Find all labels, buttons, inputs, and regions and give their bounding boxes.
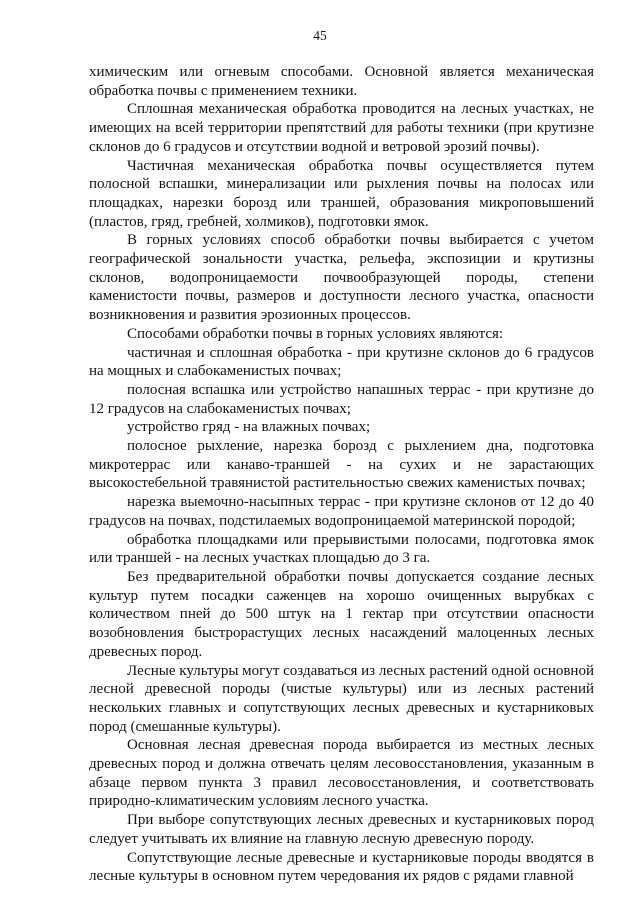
paragraph: Сопутствующие лесные древесные и кустарниковые породы вводятся в лесные культуры в основном путем чередования их рядов с рядами главной [89,849,594,885]
paragraph: Способами обработки почвы в горных условиях являются: [127,325,504,342]
paragraph: обработка площадками или прерывистыми полосами, подготовка ямок или траншей - на лесных участках площадью до 3 га. [89,531,594,567]
paragraph: Частичная механическая обработка почвы осуществляется путем полосной вспашки, минерализации или рыхления почвы на полосах или площадках, нарезки борозд или траншей, образования микроповышений (пластов, гряд, гребней, холмиков), подготовки ямок. [89,157,594,230]
paragraph: устройство гряд - на влажных почвах; [127,419,371,436]
paragraph: нарезка выемочно-насыпных террас - при крутизне склонов от 12 до 40 градусов на почвах, подстилаемых водопроницаемой материнской породой; [89,494,594,529]
paragraph: В горных условиях способ обработки почвы выбирается с учетом географической зональности участка, рельефа, экспозиции и крутизны склонов, водопроницаемости почвообразующей породы, степени каменистости почвы, размеров и доступности лесного участка, опасности возникновения и развития эрозионных процессов. [89,232,594,324]
paragraph: полосная вспашка или устройство напашных террас - при крутизне до 12 градусов на слабокаменистых почвах; [89,381,594,417]
paragraph: Без предварительной обработки почвы допускается создание лесных культур путем посадки саженцев на хорошо очищенных вырубках с количеством пней до 500 штук на 1 гектар при отсутствии опасности возобновления быстрорастущих лесных насаждений малоценных лесных древесных пород. [89,568,594,660]
paragraph: частичная и сплошная обработка - при крутизне склонов до 6 градусов на мощных и слабокаменистых почвах; [89,344,594,380]
body-text [89,63,594,886]
page-number: 45 [313,28,327,43]
paragraph: При выборе сопутствующих лесных древесных и кустарниковых пород следует учитывать их влияние на главную лесную древесную породу. [89,812,594,847]
paragraph: полосное рыхление, нарезка борозд с рыхлением дна, подготовка микротеррас или канаво-траншей - на сухих и не зарастающих высокостебельной травянистой растительностью свежих каменистых почвах; [89,438,594,492]
paragraph: химическим или огневым способами. Основной является механическая обработка почвы с применением техники. [89,64,594,99]
paragraph: Основная лесная древесная порода выбирается из местных лесных древесных пород и должна отвечать целям лесовосстановления, указанным в абзаце первом пункта 3 правил лесовосстановления, и соответствовать природно-климатическим условиям лесного участка. [89,737,594,810]
paragraph: Лесные культуры могут создаваться из лесных растений одной основной лесной древесной породы (чистые культуры) или из лесных растений нескольких главных и сопутствующих лесных древесных и кустарниковых пород (смешанные культуры). [89,662,594,735]
paragraph: Сплошная механическая обработка проводится на лесных участках, не имеющих на всей территории препятствий для работы техники (при крутизне склонов до 6 градусов и отсутствии водной и ветровой эрозий почвы). [89,101,594,155]
